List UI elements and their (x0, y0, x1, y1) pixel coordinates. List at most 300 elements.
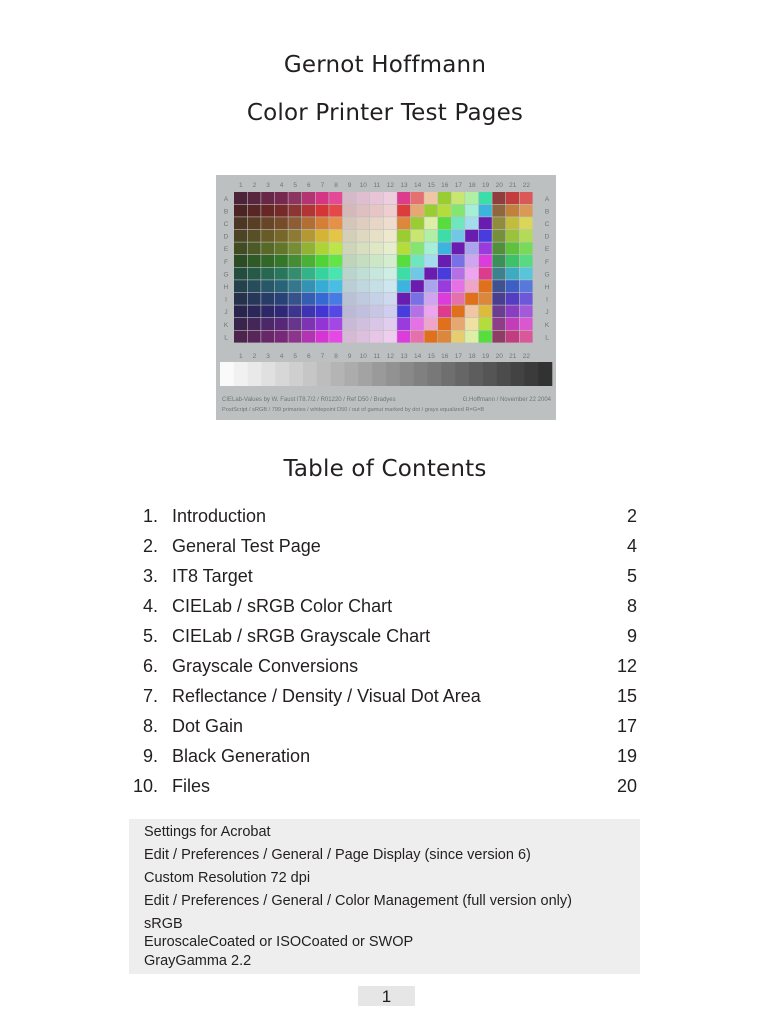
chart-column-number: 2 (252, 182, 257, 189)
chart-patch (411, 331, 424, 343)
chart-patch (492, 318, 505, 330)
chart-patch (329, 192, 342, 204)
settings-line: Settings for Acrobat (144, 824, 271, 840)
grayscale-step (386, 362, 400, 386)
chart-column-number: 4 (279, 182, 284, 189)
chart-patch (520, 268, 533, 280)
toc-entry[interactable] (128, 532, 640, 562)
chart-patch (329, 230, 342, 242)
chart-patch (343, 255, 356, 267)
chart-patch (329, 217, 342, 229)
chart-patch (384, 293, 397, 305)
chart-patch (302, 268, 315, 280)
chart-patch (234, 293, 247, 305)
chart-patch (234, 318, 247, 330)
toc-entry[interactable] (128, 592, 640, 622)
chart-column-number: 8 (334, 353, 338, 360)
chart-patch (343, 217, 356, 229)
chart-patch (411, 293, 424, 305)
chart-patch (411, 318, 424, 330)
chart-patch (234, 305, 247, 317)
chart-row-letter: L (224, 334, 228, 342)
chart-column-number: 10 (359, 182, 367, 189)
chart-patch (411, 192, 424, 204)
grayscale-step (400, 362, 414, 386)
chart-patch (329, 305, 342, 317)
chart-patch (506, 305, 519, 317)
chart-patch (261, 331, 274, 343)
chart-patch (424, 255, 437, 267)
chart-patch (288, 217, 301, 229)
chart-patch (424, 205, 437, 217)
chart-patch (397, 192, 410, 204)
chart-patch (411, 217, 424, 229)
chart-patch (329, 255, 342, 267)
chart-patch (275, 205, 288, 217)
it8-color-chart-image (216, 175, 556, 420)
chart-row-letter: F (545, 258, 549, 266)
chart-patch (288, 255, 301, 267)
chart-patch (438, 242, 451, 254)
chart-patch (411, 268, 424, 280)
chart-patch (452, 305, 465, 317)
chart-patch (234, 280, 247, 292)
settings-line: Edit / Preferences / General / Color Management (full version only) (144, 893, 572, 909)
chart-column-number: 19 (481, 353, 490, 360)
chart-patch (288, 205, 301, 217)
chart-column-number: 18 (468, 182, 476, 189)
chart-patch (384, 331, 397, 343)
chart-patch (424, 318, 437, 330)
chart-patch (397, 230, 410, 242)
chart-column-number: 21 (509, 353, 517, 360)
chart-patch (424, 305, 437, 317)
chart-patch (384, 217, 397, 229)
chart-patch (506, 205, 519, 217)
chart-patch (424, 192, 437, 204)
chart-patch (248, 280, 261, 292)
grayscale-step (262, 362, 276, 386)
author-name: Gernot Hoffmann (283, 52, 487, 78)
toc-entry-page: 5 (626, 566, 637, 586)
chart-patch (479, 217, 492, 229)
chart-patch (275, 242, 288, 254)
chart-patch (248, 331, 261, 343)
chart-row-letter: E (223, 246, 229, 254)
chart-patch (397, 331, 410, 343)
chart-patch (424, 242, 437, 254)
chart-patch (465, 192, 478, 204)
chart-patch (506, 242, 519, 254)
chart-patch (384, 230, 397, 242)
chart-patch (411, 205, 424, 217)
chart-patch (248, 318, 261, 330)
toc-entry-number: 3. (142, 566, 158, 586)
chart-patch (492, 255, 505, 267)
chart-patch (397, 318, 410, 330)
toc-entry[interactable] (128, 502, 640, 532)
chart-patch (261, 242, 274, 254)
settings-line: Edit / Preferences / General / Page Display (since version 6) (144, 847, 531, 863)
chart-column-number: 13 (400, 353, 408, 360)
chart-patch (370, 293, 383, 305)
grayscale-step (441, 362, 455, 386)
chart-patch (343, 268, 356, 280)
toc-entry-page: 9 (626, 626, 637, 646)
chart-patch (261, 293, 274, 305)
chart-patch (424, 230, 437, 242)
table-of-contents (128, 502, 640, 802)
chart-patch (438, 331, 451, 343)
chart-patch (275, 192, 288, 204)
chart-patch (465, 217, 478, 229)
chart-patch (479, 280, 492, 292)
toc-entry[interactable] (128, 652, 640, 682)
chart-patch (302, 305, 315, 317)
chart-column-number: 20 (495, 353, 503, 360)
chart-patch (370, 268, 383, 280)
chart-column-number: 14 (413, 182, 422, 189)
chart-patch (288, 230, 301, 242)
chart-patch (452, 205, 465, 217)
chart-patch (316, 205, 329, 217)
chart-row-letter: B (223, 208, 229, 216)
chart-patch (520, 255, 533, 267)
chart-column-number: 5 (293, 182, 298, 189)
chart-patch (248, 230, 261, 242)
page-number: 1 (358, 986, 415, 1006)
chart-patch (275, 318, 288, 330)
settings-line: Custom Resolution 72 dpi (144, 870, 311, 886)
toc-entry[interactable] (128, 712, 640, 742)
chart-patch (520, 293, 533, 305)
chart-patch (520, 242, 533, 254)
grayscale-step (358, 362, 372, 386)
toc-entry[interactable] (128, 742, 640, 772)
chart-patch (329, 205, 342, 217)
grayscale-step (289, 362, 303, 386)
chart-patch (452, 268, 465, 280)
chart-patch (492, 280, 505, 292)
chart-patch (452, 217, 465, 229)
chart-row-letter: E (544, 246, 550, 254)
chart-patch (452, 293, 465, 305)
chart-patch (479, 318, 492, 330)
chart-patch (248, 217, 261, 229)
chart-patch (411, 230, 424, 242)
chart-patch (370, 205, 383, 217)
toc-entry[interactable] (128, 562, 640, 592)
chart-patch (343, 318, 356, 330)
toc-entry-page: 8 (626, 596, 637, 616)
chart-patch (356, 331, 369, 343)
chart-row-letter: A (544, 195, 550, 203)
settings-line: GrayGamma 2.2 (144, 953, 252, 969)
chart-patch (302, 293, 315, 305)
chart-patch (248, 268, 261, 280)
chart-patch (397, 217, 410, 229)
grayscale-step (331, 362, 345, 386)
toc-entry[interactable] (128, 622, 640, 652)
chart-patch (370, 331, 383, 343)
chart-patch (316, 217, 329, 229)
chart-patch (356, 318, 369, 330)
chart-patch (261, 305, 274, 317)
chart-patch (261, 268, 274, 280)
chart-caption: PostScript / sRGB / 799 primaries / whitepoint D50 / out of gamut marked by dot / grays equalized R=G=B (222, 407, 485, 413)
toc-entry-title: General Test Page (172, 536, 321, 556)
chart-patch (275, 293, 288, 305)
chart-patch (411, 305, 424, 317)
chart-patch (343, 242, 356, 254)
chart-patch (316, 318, 329, 330)
grayscale-step (414, 362, 428, 386)
chart-patch (370, 242, 383, 254)
chart-column-number: 10 (359, 353, 367, 360)
chart-patch (438, 293, 451, 305)
chart-patch (329, 293, 342, 305)
chart-patch (248, 293, 261, 305)
chart-patch (343, 280, 356, 292)
chart-column-number: 22 (522, 353, 531, 360)
chart-patch (479, 192, 492, 204)
chart-patch (234, 242, 247, 254)
chart-column-number: 19 (481, 182, 490, 189)
grayscale-step (455, 362, 469, 386)
chart-patch (248, 205, 261, 217)
chart-patch (492, 217, 505, 229)
chart-patch (316, 268, 329, 280)
chart-patch (397, 305, 410, 317)
chart-patch (438, 280, 451, 292)
toc-entry-page: 17 (616, 716, 637, 736)
grayscale-step (234, 362, 248, 386)
chart-patch (234, 230, 247, 242)
chart-patch (356, 268, 369, 280)
grayscale-step (303, 362, 317, 386)
chart-patch (506, 331, 519, 343)
chart-row-letter: C (544, 221, 550, 228)
chart-patch (492, 293, 505, 305)
chart-patch (492, 268, 505, 280)
chart-patch (424, 331, 437, 343)
chart-patch (424, 293, 437, 305)
chart-patch (275, 217, 288, 229)
chart-column-number: 12 (386, 353, 395, 360)
chart-patch (302, 331, 315, 343)
chart-patch (465, 205, 478, 217)
chart-patch (356, 305, 369, 317)
chart-column-number: 12 (386, 182, 395, 189)
toc-entry-title: Introduction (172, 506, 267, 526)
chart-patch (261, 205, 274, 217)
chart-patch (234, 205, 247, 217)
chart-patch (302, 280, 315, 292)
grayscale-step (524, 362, 538, 386)
chart-patch (411, 255, 424, 267)
chart-patch (370, 280, 383, 292)
chart-patch (384, 305, 397, 317)
chart-patch (316, 255, 329, 267)
chart-patch (302, 255, 315, 267)
chart-patch (506, 230, 519, 242)
toc-entry-number: 5. (142, 626, 158, 646)
chart-patch (520, 230, 533, 242)
toc-entry-title: Dot Gain (172, 716, 244, 736)
toc-entry-page: 12 (616, 656, 637, 676)
grayscale-step (538, 362, 552, 386)
chart-patch (288, 280, 301, 292)
grayscale-step (275, 362, 289, 386)
chart-patch (465, 268, 478, 280)
chart-patch (452, 280, 465, 292)
toc-entry-page: 19 (616, 746, 637, 766)
chart-patch (316, 230, 329, 242)
chart-column-number: 9 (347, 353, 352, 360)
chart-patch (275, 305, 288, 317)
chart-patch (248, 192, 261, 204)
grayscale-step (345, 362, 359, 386)
toc-entry-title: Files (172, 776, 211, 796)
chart-patch (438, 230, 451, 242)
chart-patch (452, 242, 465, 254)
toc-entry-number: 4. (142, 596, 158, 616)
grayscale-step (317, 362, 331, 386)
chart-patch (356, 230, 369, 242)
chart-row-letter: K (223, 321, 229, 329)
chart-patch (356, 192, 369, 204)
chart-patch (302, 205, 315, 217)
grayscale-step (483, 362, 497, 386)
chart-patch (397, 280, 410, 292)
chart-patch (302, 192, 315, 204)
chart-patch (370, 230, 383, 242)
toc-heading: Table of Contents (283, 456, 487, 482)
chart-patch (438, 192, 451, 204)
chart-patch (492, 205, 505, 217)
grayscale-step (511, 362, 525, 386)
chart-patch (506, 192, 519, 204)
chart-column-number: 1 (238, 353, 243, 360)
chart-patch (329, 268, 342, 280)
chart-patch (492, 305, 505, 317)
chart-patch (465, 280, 478, 292)
chart-column-number: 16 (441, 182, 449, 189)
chart-patch (452, 192, 465, 204)
chart-patch (424, 268, 437, 280)
chart-patch (261, 217, 274, 229)
chart-column-number: 11 (373, 182, 381, 189)
chart-patch (316, 293, 329, 305)
chart-patch (520, 305, 533, 317)
chart-patch (288, 331, 301, 343)
chart-patch (316, 331, 329, 343)
chart-patch (424, 280, 437, 292)
chart-patch (438, 305, 451, 317)
chart-row-letter: L (545, 334, 549, 342)
chart-column-number: 4 (279, 353, 284, 360)
chart-patch (356, 217, 369, 229)
chart-patch (370, 192, 383, 204)
chart-patch (356, 242, 369, 254)
chart-patch (316, 192, 329, 204)
chart-patch (302, 217, 315, 229)
chart-patch (275, 230, 288, 242)
grayscale-step (220, 362, 234, 386)
chart-patch (479, 205, 492, 217)
chart-patch (411, 242, 424, 254)
chart-patch (438, 268, 451, 280)
chart-column-number: 17 (454, 353, 463, 360)
chart-patch (370, 217, 383, 229)
chart-patch (520, 205, 533, 217)
chart-patch (288, 192, 301, 204)
chart-patch (343, 230, 356, 242)
chart-patch (520, 318, 533, 330)
chart-patch (370, 255, 383, 267)
chart-row-letter: J (545, 309, 549, 317)
toc-entry-number: 2. (142, 536, 158, 556)
toc-entry-number: 6. (142, 656, 158, 676)
chart-patch (465, 305, 478, 317)
chart-column-number: 7 (320, 353, 325, 360)
chart-patch (234, 268, 247, 280)
document-title: Color Printer Test Pages (246, 100, 524, 126)
chart-column-number: 7 (320, 182, 325, 189)
grayscale-step (248, 362, 262, 386)
chart-patch (343, 331, 356, 343)
chart-patch (438, 217, 451, 229)
chart-row-letter: I (225, 296, 227, 304)
chart-patch (397, 205, 410, 217)
chart-column-number: 9 (347, 182, 352, 189)
chart-row-letter: G (544, 271, 550, 279)
toc-entry[interactable] (128, 682, 640, 712)
chart-row-letter: D (223, 233, 229, 241)
chart-patch (234, 331, 247, 343)
toc-entry[interactable] (128, 772, 640, 802)
chart-patch (506, 268, 519, 280)
chart-patch (479, 230, 492, 242)
chart-patch (384, 280, 397, 292)
chart-patch (465, 255, 478, 267)
chart-patch (356, 280, 369, 292)
chart-patch (329, 318, 342, 330)
chart-patch (479, 331, 492, 343)
toc-entry-title: Black Generation (172, 746, 311, 766)
chart-patch (506, 318, 519, 330)
chart-patch (261, 230, 274, 242)
chart-column-number: 5 (293, 353, 298, 360)
chart-patch (506, 280, 519, 292)
chart-patch (288, 242, 301, 254)
grayscale-step (372, 362, 386, 386)
chart-patch (302, 230, 315, 242)
chart-patch (384, 205, 397, 217)
chart-patch (384, 242, 397, 254)
chart-patch (288, 318, 301, 330)
chart-patch (275, 255, 288, 267)
toc-entry-page: 15 (616, 686, 637, 706)
chart-patch (343, 305, 356, 317)
toc-entry-title: Grayscale Conversions (172, 656, 359, 676)
chart-column-number: 13 (400, 182, 408, 189)
chart-patch (479, 242, 492, 254)
chart-column-number: 6 (306, 353, 311, 360)
chart-patch (452, 230, 465, 242)
chart-patch (275, 331, 288, 343)
chart-column-number: 15 (427, 353, 435, 360)
